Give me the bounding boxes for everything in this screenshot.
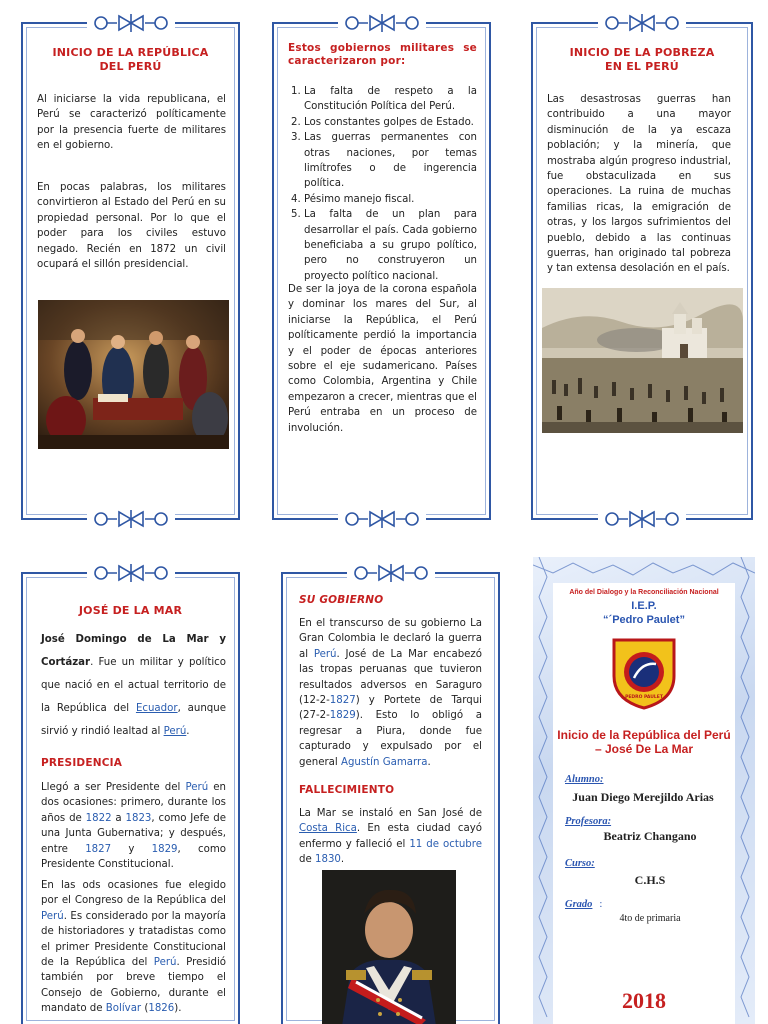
link-year[interactable]: 1830: [314, 854, 341, 866]
painting-military-meeting: [38, 300, 229, 449]
school-label: I.E.P.: [631, 600, 657, 612]
link-peru[interactable]: Perú: [313, 648, 337, 660]
list-item: 1. La falta de respeto a la Constitución Política del Perú.: [304, 84, 477, 115]
panel3-title: INICIO DE LA POBREZA EN EL PERÚ: [569, 46, 715, 73]
logo-text: PEDRO PAULET: [625, 695, 663, 700]
grado-label: Grado: [565, 899, 593, 910]
link-year[interactable]: 1829: [329, 710, 356, 722]
link-bolivar[interactable]: Bolívar: [105, 1003, 142, 1015]
cover-motto: Año del Dialogo y la Reconciliación Nacional: [569, 589, 719, 596]
ornament-top: [87, 562, 175, 584]
ornament-top: [598, 12, 686, 34]
link-year[interactable]: 1826: [148, 1003, 175, 1015]
curso-value: C.H.S: [634, 873, 666, 887]
fallecimiento-paragraph: La Mar se instaló en San José de Costa Rica. En esta ciudad cayó enfermo y falleció el 11 de octubre de 1830.: [299, 808, 482, 866]
ornament-top: [347, 562, 435, 584]
panel-inicio-pobreza: [531, 22, 753, 520]
ornament-top: [87, 12, 175, 34]
link-date[interactable]: 11 de octubre: [409, 838, 482, 850]
link-year[interactable]: 1829: [151, 843, 178, 855]
cover-content: [553, 583, 735, 1024]
link-year[interactable]: 1827: [329, 695, 356, 707]
panel2-paragraph: De ser la joya de la corona española y dominar los mares del Sur, al iniciarse la República, el Perú políticamente perdió la importancia y el poder de épocas anteriores sobre el eje sudamericano. Países como Colombia, Argentina y Chile empezaron a crecer, mientras que el Perú entraba en un proceso de involución.: [288, 284, 477, 434]
panel-jose-de-la-mar: [21, 572, 240, 1024]
link-year[interactable]: 1823: [125, 812, 152, 824]
presidencia-paragraph-2: En las ods ocasiones fue elegido por el Congreso de la República del Perú. Es considerado por la mayoría de historiadores y tratadistas como el primer Presidente Constitucional de la República del Perú. Presidió también por breve tiempo el Consejo de Gobierno, durante el mandato de Bolívar (1826).: [41, 880, 227, 1015]
cover-title: Inicio de la República del Perú – José De La Mar: [557, 728, 731, 756]
panel-inicio-republica: [21, 22, 240, 520]
list-item: 5. La falta de un plan para desarrollar el país. Cada gobierno beneficiaba a su grupo político, pero no construyeron un proyecto político nacional.: [304, 207, 477, 284]
cover-year: 2018: [622, 988, 666, 1013]
link-peru[interactable]: Perú: [163, 726, 187, 737]
grado-colon: :: [599, 899, 603, 910]
grado-row: [565, 892, 735, 911]
alumno-label: Alumno:: [565, 774, 604, 785]
ornament-bottom: [338, 508, 426, 530]
su-gobierno-heading: SU GOBIERNO: [299, 594, 384, 606]
link-ecuador[interactable]: Ecuador: [135, 703, 178, 714]
portrait-jose-de-la-mar: [322, 870, 456, 1024]
panel-gobiernos-militares: [272, 22, 491, 520]
link-year[interactable]: 1822: [85, 812, 112, 824]
characteristics-list: [304, 84, 477, 284]
panel4-intro: José Domingo de La Mar y Cortázar. Fue un militar y político que nació en el actual territorio de la República del Ecuador, aunque sirvió y rindió lealtad al Perú.: [41, 634, 226, 737]
profesora-name: Beatriz Changano: [603, 829, 697, 843]
list-item: 2. Los constantes golpes de Estado.: [304, 115, 477, 130]
link-peru[interactable]: Perú: [185, 782, 209, 793]
panel4-title: JOSÉ DE LA MAR: [78, 604, 183, 617]
school-name: “´Pedro Paulet”: [603, 614, 685, 626]
su-gobierno-paragraph: En el transcurso de su gobierno La Gran Colombia le declaró la guerra al Perú. José de La Mar encabezó las tropas peruanas que tuvieron resultados adversos en Saraguro (12-2-1827) y Portete de Tarqui (27-2-1829). Esto lo obligó a regresar a Piura, donde fue capturado y expulsado por el general Agustín Gamarra.: [299, 618, 483, 768]
presidencia-paragraph-1: Llegó a ser Presidente del Perú en dos ocasiones: primero, durante los años de 1822 a 1823, como Jefe de una Junta Gubernativa; y después, entre 1827 y 1829, como Presidente Constitucional.: [41, 782, 227, 871]
school-logo: [612, 638, 676, 710]
link-year[interactable]: 1827: [85, 843, 112, 855]
panel-su-gobierno: [281, 572, 500, 1024]
curso-label: Curso:: [565, 858, 595, 869]
fallecimiento-heading: FALLECIMIENTO: [299, 784, 395, 796]
ornament-bottom: [598, 508, 686, 530]
profesora-label: Profesora:: [565, 816, 612, 827]
link-costa-rica[interactable]: Costa Rica: [299, 823, 357, 835]
panel2-title: Estos gobiernos militares se caracterizaron por:: [288, 42, 477, 67]
presidencia-heading: PRESIDENCIA: [41, 757, 123, 769]
cover-panel: [533, 557, 755, 1024]
ornament-top: [338, 12, 426, 34]
painting-battle-church: [542, 288, 743, 433]
panel1-paragraph-2: En pocas palabras, los militares convirtieron al Estado del Perú en su propiedad personal. Por lo que el poder para los civiles estuvo negado. Recién en 1872 un civil ocupará el sillón presidencial.: [37, 182, 226, 271]
panel1-paragraph-1: Al iniciarse la vida republicana, el Perú se caracterizó políticamente por la presencia fuerte de militares en el gobierno.: [37, 94, 226, 152]
panel1-title: INICIO DE LA REPÚBLICA DEL PERÚ: [52, 46, 209, 73]
list-item: 3. Las guerras permanentes con otras naciones, por temas limítrofes o de ingerencia política.: [304, 130, 477, 192]
grado-value: 4to de primaria: [619, 913, 681, 924]
list-item: 4. Pésimo manejo fiscal.: [304, 192, 477, 207]
link-peru[interactable]: Perú: [41, 910, 64, 922]
ornament-bottom: [87, 508, 175, 530]
alumno-name: Juan Diego Merejildo Arias: [572, 790, 714, 804]
panel3-paragraph: Las desastrosas guerras han contribuido a una mayor disminución de la ya escaza población; y la minería, que mostraba algún progreso industrial, fue obstaculizada en sus operaciones. La ruina de muchas familias ricas, la emigración de otras, y los largos sufrimientos del pueblo, debido a las continuas guerras, han originado tal pobreza y tan extensa desolación en el país.: [547, 94, 731, 275]
link-gamarra[interactable]: Agustín Gamarra: [340, 756, 428, 768]
link-peru[interactable]: Perú: [153, 957, 177, 969]
